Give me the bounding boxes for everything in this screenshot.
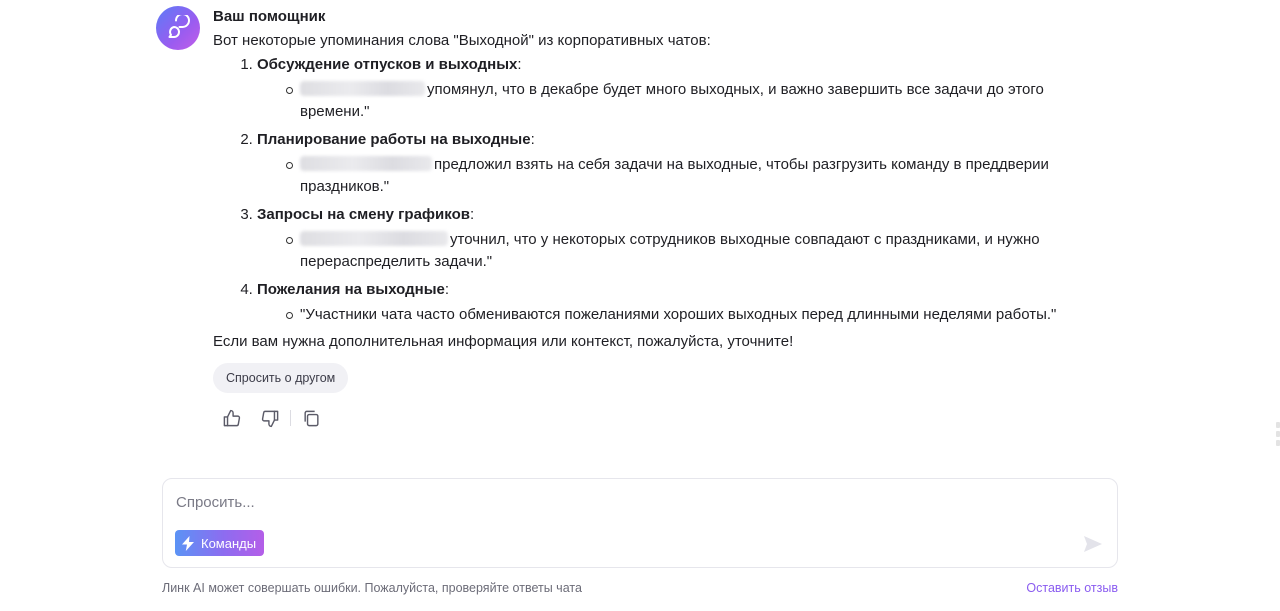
mention-item [300,229,1113,273]
disclaimer-text: Линк AI может совершать ошибки. Пожалуйста, проверяйте ответы чата [162,581,582,595]
message-content [213,6,1113,430]
message-actions [219,406,1113,430]
actions-divider [290,410,291,426]
assistant-avatar [156,6,200,50]
mention-item [300,79,1113,123]
commands-label: Команды [201,535,257,551]
assistant-name: Ваш помощник [213,8,326,25]
mention-text: уточнил, что у некоторых сотрудников выходные совпадают с праздниками, и нужно перераспределить задачи." [300,231,1040,270]
topic-item [257,204,1113,273]
topic-colon: : [530,131,535,148]
topic-colon: : [444,281,450,298]
redacted-name [300,231,448,246]
message-closing: Если вам нужна дополнительная информация или контекст, пожалуйста, уточните! [213,333,794,350]
topic-title: Обсуждение отпусков и выходных [257,56,518,73]
mention-item [300,304,1113,326]
mention-item [300,154,1113,198]
message-intro: Вот некоторые упоминания слова "Выходной" из корпоративных чатов: [213,32,711,49]
topic-title: Планирование работы на выходные [257,131,531,148]
mention-text: предложил взять на себя задачи на выходные, чтобы разгрузить команду в преддверии праздников." [300,156,1049,195]
commands-button[interactable] [175,530,264,556]
chat-composer [162,478,1118,568]
mention-text: "Участники чата часто обмениваются пожеланиями хороших выходных перед длинными неделями работы." [300,306,1057,323]
like-button[interactable] [219,406,243,430]
copy-button[interactable] [299,406,323,430]
thumbs-down-icon [261,409,280,428]
redacted-name [300,81,425,96]
send-button[interactable] [1081,532,1105,556]
lightning-icon [182,536,194,551]
mentions-list [257,304,1113,326]
dislike-button[interactable] [258,406,282,430]
send-icon [1083,535,1103,553]
thumbs-up-icon [222,409,241,428]
topics-list [213,54,1113,326]
ask-about-other-button[interactable]: Спросить о другом [213,363,348,393]
mentions-list [257,79,1113,123]
copy-icon [302,409,321,428]
mentions-list [257,154,1113,198]
topic-title: Пожелания на выходные [257,281,445,298]
topic-item [257,279,1113,326]
scrollbar-handle[interactable] [1276,422,1280,456]
redacted-name [300,156,432,171]
mentions-list [257,229,1113,273]
topic-colon: : [517,56,522,73]
leave-feedback-link[interactable]: Оставить отзыв [1026,581,1118,595]
topic-item [257,129,1113,198]
topic-colon: : [469,206,475,223]
topic-title: Запросы на смену графиков [257,206,470,223]
topic-item [257,54,1113,123]
chat-bubbles-icon [165,15,191,41]
mention-text: упомянул, что в декабре будет много выходных, и важно завершить все задачи до этого времени." [300,81,1044,120]
ask-input[interactable] [176,491,1036,513]
